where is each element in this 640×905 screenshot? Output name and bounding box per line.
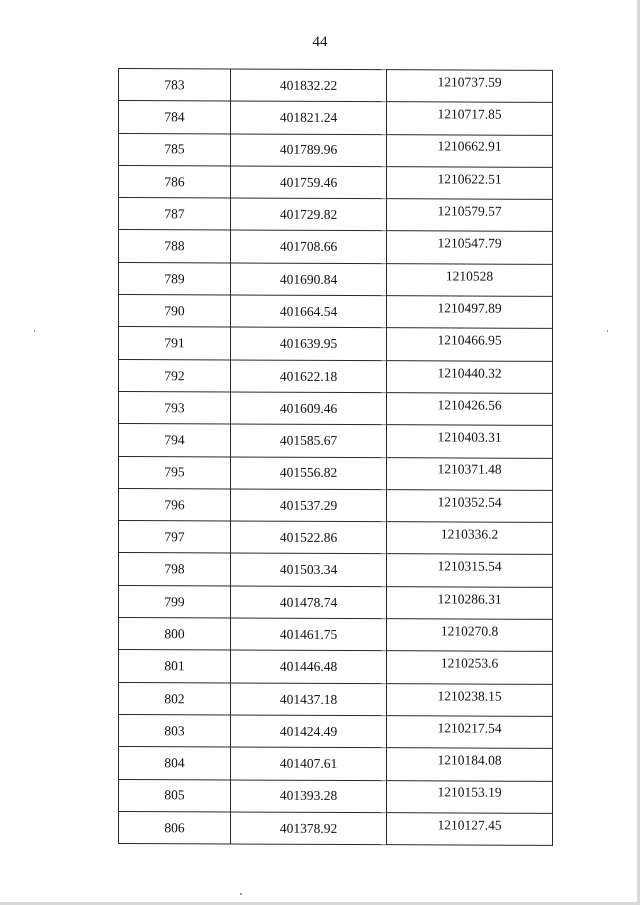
point-number-cell xyxy=(119,650,231,683)
point-number-cell xyxy=(119,747,231,780)
x-coordinate-cell xyxy=(231,715,387,748)
y-coordinate-cell xyxy=(387,651,553,684)
x-coordinate-text: 401832.22 xyxy=(279,77,338,93)
y-coordinate-text: 1210270.8 xyxy=(440,623,499,639)
point-number-text: 804 xyxy=(164,755,185,771)
x-coordinate-text: 401446.48 xyxy=(279,658,338,675)
x-coordinate-text: 401759.46 xyxy=(279,174,338,190)
point-number-cell xyxy=(119,295,231,328)
y-coordinate-text: 1210426.56 xyxy=(437,397,502,413)
table-row xyxy=(119,230,553,264)
x-coordinate-text: 401585.67 xyxy=(279,432,338,449)
y-coordinate-text: 1210547.79 xyxy=(437,235,502,252)
x-coordinate-cell xyxy=(231,230,387,263)
y-coordinate-cell xyxy=(387,522,553,555)
point-number-text: 790 xyxy=(164,303,185,319)
point-number-cell xyxy=(119,101,231,134)
point-number-cell xyxy=(119,521,231,554)
y-coordinate-text: 1210153.19 xyxy=(437,784,502,801)
point-number-text: 794 xyxy=(164,432,185,448)
x-coordinate-cell xyxy=(231,134,387,167)
point-number-cell xyxy=(119,811,231,844)
point-number-cell xyxy=(119,359,231,392)
x-coordinate-cell xyxy=(231,101,387,134)
y-coordinate-cell xyxy=(387,457,553,490)
y-coordinate-text: 1210217.54 xyxy=(437,720,502,736)
x-coordinate-text: 401729.82 xyxy=(279,206,338,223)
y-coordinate-cell xyxy=(387,393,553,426)
x-coordinate-cell xyxy=(231,424,387,457)
point-number-cell xyxy=(119,165,231,198)
y-coordinate-cell xyxy=(387,554,553,587)
x-coordinate-cell xyxy=(231,360,387,393)
scan-speck xyxy=(607,330,608,332)
y-coordinate-cell xyxy=(387,716,553,749)
x-coordinate-cell xyxy=(231,457,387,490)
y-coordinate-cell xyxy=(387,360,553,393)
x-coordinate-cell xyxy=(231,263,387,296)
x-coordinate-text: 401461.75 xyxy=(279,626,338,642)
point-number-cell xyxy=(119,456,231,489)
point-number-text: 802 xyxy=(164,690,185,706)
point-number-cell xyxy=(119,553,231,586)
point-number-cell xyxy=(119,779,231,812)
x-coordinate-text: 401407.61 xyxy=(279,755,338,772)
y-coordinate-text: 1210466.95 xyxy=(437,332,502,348)
x-coordinate-cell xyxy=(231,295,387,328)
table-row xyxy=(119,198,553,232)
x-coordinate-text: 401437.18 xyxy=(279,691,338,707)
point-number-cell xyxy=(119,198,231,231)
y-coordinate-text: 1210737.59 xyxy=(437,74,502,90)
y-coordinate-text: 1210253.6 xyxy=(440,655,499,671)
point-number-text: 791 xyxy=(164,335,185,351)
y-coordinate-cell xyxy=(387,102,553,135)
x-coordinate-cell xyxy=(231,553,387,586)
table-row xyxy=(119,262,553,296)
point-number-text: 806 xyxy=(164,819,185,836)
x-coordinate-cell xyxy=(231,618,387,651)
point-number-text: 799 xyxy=(164,593,185,609)
table-row xyxy=(119,101,553,135)
point-number-cell xyxy=(119,69,231,102)
point-number-cell xyxy=(119,424,231,457)
x-coordinate-text: 401478.74 xyxy=(279,594,338,610)
y-coordinate-text: 1210528 xyxy=(445,268,494,284)
table-row xyxy=(119,165,553,199)
x-coordinate-cell xyxy=(231,69,387,102)
y-coordinate-cell xyxy=(387,296,553,329)
y-coordinate-cell xyxy=(387,619,553,652)
x-coordinate-cell xyxy=(231,327,387,360)
point-number-text: 786 xyxy=(164,173,185,190)
x-coordinate-cell xyxy=(231,198,387,231)
point-number-text: 798 xyxy=(164,561,185,577)
table-row xyxy=(119,811,553,845)
x-coordinate-text: 401393.28 xyxy=(279,788,338,804)
point-number-text: 785 xyxy=(164,141,185,157)
y-coordinate-cell xyxy=(387,263,553,296)
y-coordinate-cell xyxy=(387,490,553,523)
y-coordinate-text: 1210579.57 xyxy=(437,203,502,219)
coordinate-table xyxy=(118,68,553,846)
x-coordinate-text: 401708.66 xyxy=(279,239,338,255)
x-coordinate-text: 401622.18 xyxy=(279,368,338,384)
x-coordinate-text: 401537.29 xyxy=(279,497,338,513)
point-number-text: 800 xyxy=(164,626,185,642)
y-coordinate-cell xyxy=(387,812,553,845)
page-number: 44 xyxy=(312,34,328,50)
x-coordinate-cell xyxy=(231,489,387,522)
y-coordinate-cell xyxy=(387,134,553,167)
y-coordinate-text: 1210497.89 xyxy=(437,300,502,316)
point-number-text: 793 xyxy=(164,400,185,416)
point-number-text: 803 xyxy=(164,723,185,739)
point-number-cell xyxy=(119,327,231,360)
point-number-cell xyxy=(119,585,231,618)
table-row xyxy=(119,714,553,748)
point-number-cell xyxy=(119,230,231,263)
x-coordinate-text: 401821.24 xyxy=(279,109,338,126)
x-coordinate-text: 401503.34 xyxy=(279,562,338,578)
table-row xyxy=(119,488,553,522)
coordinate-table-body xyxy=(119,69,553,846)
x-coordinate-text: 401522.86 xyxy=(279,529,338,546)
table-row xyxy=(119,327,553,361)
y-coordinate-text: 1210315.54 xyxy=(437,558,502,575)
x-coordinate-cell xyxy=(231,747,387,780)
y-coordinate-text: 1210717.85 xyxy=(437,106,502,122)
y-coordinate-cell xyxy=(387,748,553,781)
table-row xyxy=(119,69,553,103)
y-coordinate-text: 1210238.15 xyxy=(437,687,502,704)
x-coordinate-text: 401378.92 xyxy=(279,820,338,836)
x-coordinate-text: 401609.46 xyxy=(279,400,338,416)
table-row xyxy=(119,779,553,813)
y-coordinate-text: 1210127.45 xyxy=(437,817,502,833)
point-number-cell xyxy=(119,618,231,651)
y-coordinate-text: 1210336.2 xyxy=(440,526,499,542)
point-number-text: 805 xyxy=(164,787,185,803)
x-coordinate-cell xyxy=(231,392,387,425)
table-row xyxy=(119,424,553,458)
point-number-text: 795 xyxy=(164,464,185,480)
point-number-cell xyxy=(119,133,231,166)
y-coordinate-text: 1210371.48 xyxy=(437,461,502,478)
y-coordinate-text: 1210403.31 xyxy=(437,429,502,445)
x-coordinate-text: 401664.54 xyxy=(279,303,338,319)
table-row xyxy=(119,456,553,490)
scan-speck xyxy=(240,893,242,895)
point-number-text: 789 xyxy=(164,270,185,286)
table-row xyxy=(119,295,553,329)
y-coordinate-text: 1210662.91 xyxy=(437,138,502,155)
y-coordinate-cell xyxy=(387,328,553,361)
scan-speck xyxy=(34,330,35,332)
point-number-text: 796 xyxy=(164,496,185,513)
point-number-cell xyxy=(119,391,231,424)
x-coordinate-text: 401789.96 xyxy=(279,142,338,158)
point-number-text: 784 xyxy=(164,109,185,125)
x-coordinate-cell xyxy=(231,650,387,683)
table-row xyxy=(119,682,553,716)
x-coordinate-text: 401690.84 xyxy=(279,271,338,287)
table-row xyxy=(119,747,553,781)
table-row xyxy=(119,133,553,167)
point-number-text: 787 xyxy=(164,206,185,222)
point-number-cell xyxy=(119,262,231,295)
point-number-text: 797 xyxy=(164,529,185,545)
x-coordinate-text: 401556.82 xyxy=(279,465,338,481)
point-number-cell xyxy=(119,714,231,747)
table-row xyxy=(119,585,553,619)
y-coordinate-text: 1210352.54 xyxy=(437,494,502,510)
y-coordinate-text: 1210286.31 xyxy=(437,591,502,607)
table-row xyxy=(119,359,553,393)
point-number-text: 788 xyxy=(164,238,185,254)
point-number-cell xyxy=(119,682,231,715)
y-coordinate-cell xyxy=(387,425,553,458)
x-coordinate-cell xyxy=(231,780,387,813)
table-row xyxy=(119,618,553,652)
y-coordinate-text: 1210622.51 xyxy=(437,171,502,187)
x-coordinate-cell xyxy=(231,166,387,199)
point-number-text: 783 xyxy=(164,77,185,93)
y-coordinate-text: 1210440.32 xyxy=(437,364,502,381)
point-number-text: 801 xyxy=(164,658,185,674)
x-coordinate-cell xyxy=(231,521,387,554)
y-coordinate-cell xyxy=(387,199,553,232)
y-coordinate-cell xyxy=(387,780,553,813)
y-coordinate-cell xyxy=(387,231,553,264)
table-row xyxy=(119,521,553,555)
table-row xyxy=(119,650,553,684)
x-coordinate-text: 401424.49 xyxy=(279,723,338,739)
point-number-cell xyxy=(119,488,231,521)
x-coordinate-cell xyxy=(231,812,387,845)
x-coordinate-cell xyxy=(231,683,387,716)
table-row xyxy=(119,391,553,425)
y-coordinate-cell xyxy=(387,586,553,619)
y-coordinate-text: 1210184.08 xyxy=(437,752,502,768)
y-coordinate-cell xyxy=(387,70,553,103)
y-coordinate-cell xyxy=(387,167,553,200)
y-coordinate-cell xyxy=(387,683,553,716)
table-row xyxy=(119,553,553,587)
x-coordinate-cell xyxy=(231,586,387,619)
point-number-text: 792 xyxy=(164,367,185,383)
x-coordinate-text: 401639.95 xyxy=(279,335,338,352)
